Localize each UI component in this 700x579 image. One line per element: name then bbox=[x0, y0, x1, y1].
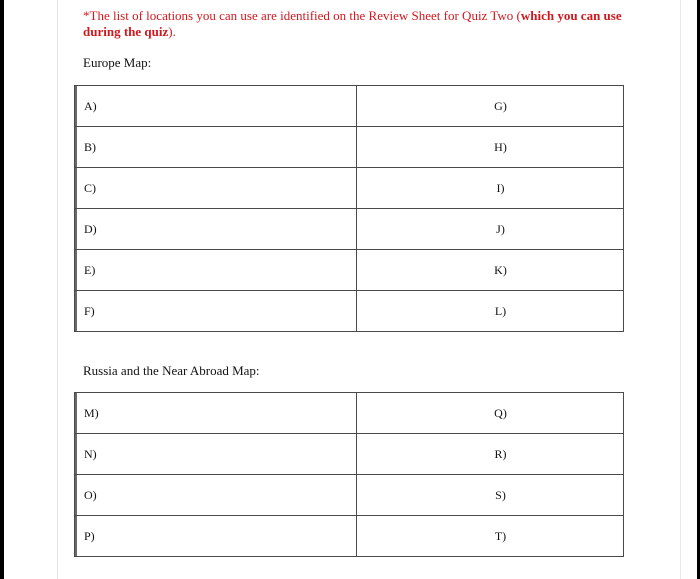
cell-label: E) bbox=[84, 262, 96, 277]
answer-cell-a[interactable] bbox=[75, 86, 357, 127]
cell-label: G) bbox=[494, 98, 507, 113]
table-row bbox=[75, 168, 624, 209]
answer-cell-d[interactable] bbox=[75, 209, 357, 250]
cell-label: I) bbox=[496, 180, 505, 195]
answer-cell-t[interactable] bbox=[357, 516, 624, 557]
cell-label: M) bbox=[84, 405, 99, 420]
answer-cell-g[interactable] bbox=[357, 86, 624, 127]
cell-label: O) bbox=[84, 487, 97, 502]
window-border-left bbox=[0, 0, 4, 579]
answer-cell-c[interactable] bbox=[75, 168, 357, 209]
answer-cell-j[interactable] bbox=[357, 209, 624, 250]
cell-label: B) bbox=[84, 139, 96, 154]
europe-answer-table bbox=[74, 85, 624, 332]
table-row bbox=[75, 250, 624, 291]
cell-label: S) bbox=[495, 487, 506, 502]
table-row bbox=[75, 291, 624, 332]
cell-label: H) bbox=[494, 139, 507, 154]
cell-label: L) bbox=[494, 303, 507, 318]
table-row bbox=[75, 86, 624, 127]
answer-cell-e[interactable] bbox=[75, 250, 357, 291]
cell-label: D) bbox=[84, 221, 97, 236]
note-text: *The list of locations you can use are identified on the Review Sheet for Quiz Two ( bbox=[83, 8, 521, 23]
russia-map-heading: Russia and the Near Abroad Map: bbox=[83, 363, 260, 378]
answer-cell-b[interactable] bbox=[75, 127, 357, 168]
table-row bbox=[75, 127, 624, 168]
page-edge-left bbox=[57, 0, 58, 579]
table-row bbox=[75, 209, 624, 250]
cell-label: F) bbox=[84, 303, 95, 318]
cell-label: T) bbox=[494, 528, 507, 543]
cell-label: P) bbox=[84, 528, 95, 543]
cell-label: R) bbox=[494, 446, 507, 461]
answer-cell-p[interactable] bbox=[75, 516, 357, 557]
page-edge-right bbox=[680, 0, 681, 579]
cell-label: J) bbox=[496, 221, 505, 236]
quiz-instruction-note bbox=[83, 8, 623, 40]
answer-cell-o[interactable] bbox=[75, 475, 357, 516]
cell-label: C) bbox=[84, 180, 96, 195]
answer-cell-k[interactable] bbox=[357, 250, 624, 291]
table-row bbox=[75, 393, 624, 434]
answer-cell-i[interactable] bbox=[357, 168, 624, 209]
answer-cell-n[interactable] bbox=[75, 434, 357, 475]
answer-cell-h[interactable] bbox=[357, 127, 624, 168]
note-emphasis: which you can use during the quiz bbox=[83, 8, 622, 39]
answer-cell-f[interactable] bbox=[75, 291, 357, 332]
cell-label: K) bbox=[494, 262, 507, 277]
answer-cell-r[interactable] bbox=[357, 434, 624, 475]
cell-label: N) bbox=[84, 446, 97, 461]
russia-answer-table bbox=[74, 392, 624, 557]
answer-cell-l[interactable] bbox=[357, 291, 624, 332]
note-text-end: ). bbox=[168, 24, 176, 39]
table-row bbox=[75, 475, 624, 516]
answer-cell-s[interactable] bbox=[357, 475, 624, 516]
cell-label: A) bbox=[84, 98, 97, 113]
answer-cell-m[interactable] bbox=[75, 393, 357, 434]
cell-label: Q) bbox=[494, 405, 507, 420]
table-row bbox=[75, 516, 624, 557]
answer-cell-q[interactable] bbox=[357, 393, 624, 434]
table-row bbox=[75, 434, 624, 475]
europe-map-heading: Europe Map: bbox=[83, 55, 152, 70]
